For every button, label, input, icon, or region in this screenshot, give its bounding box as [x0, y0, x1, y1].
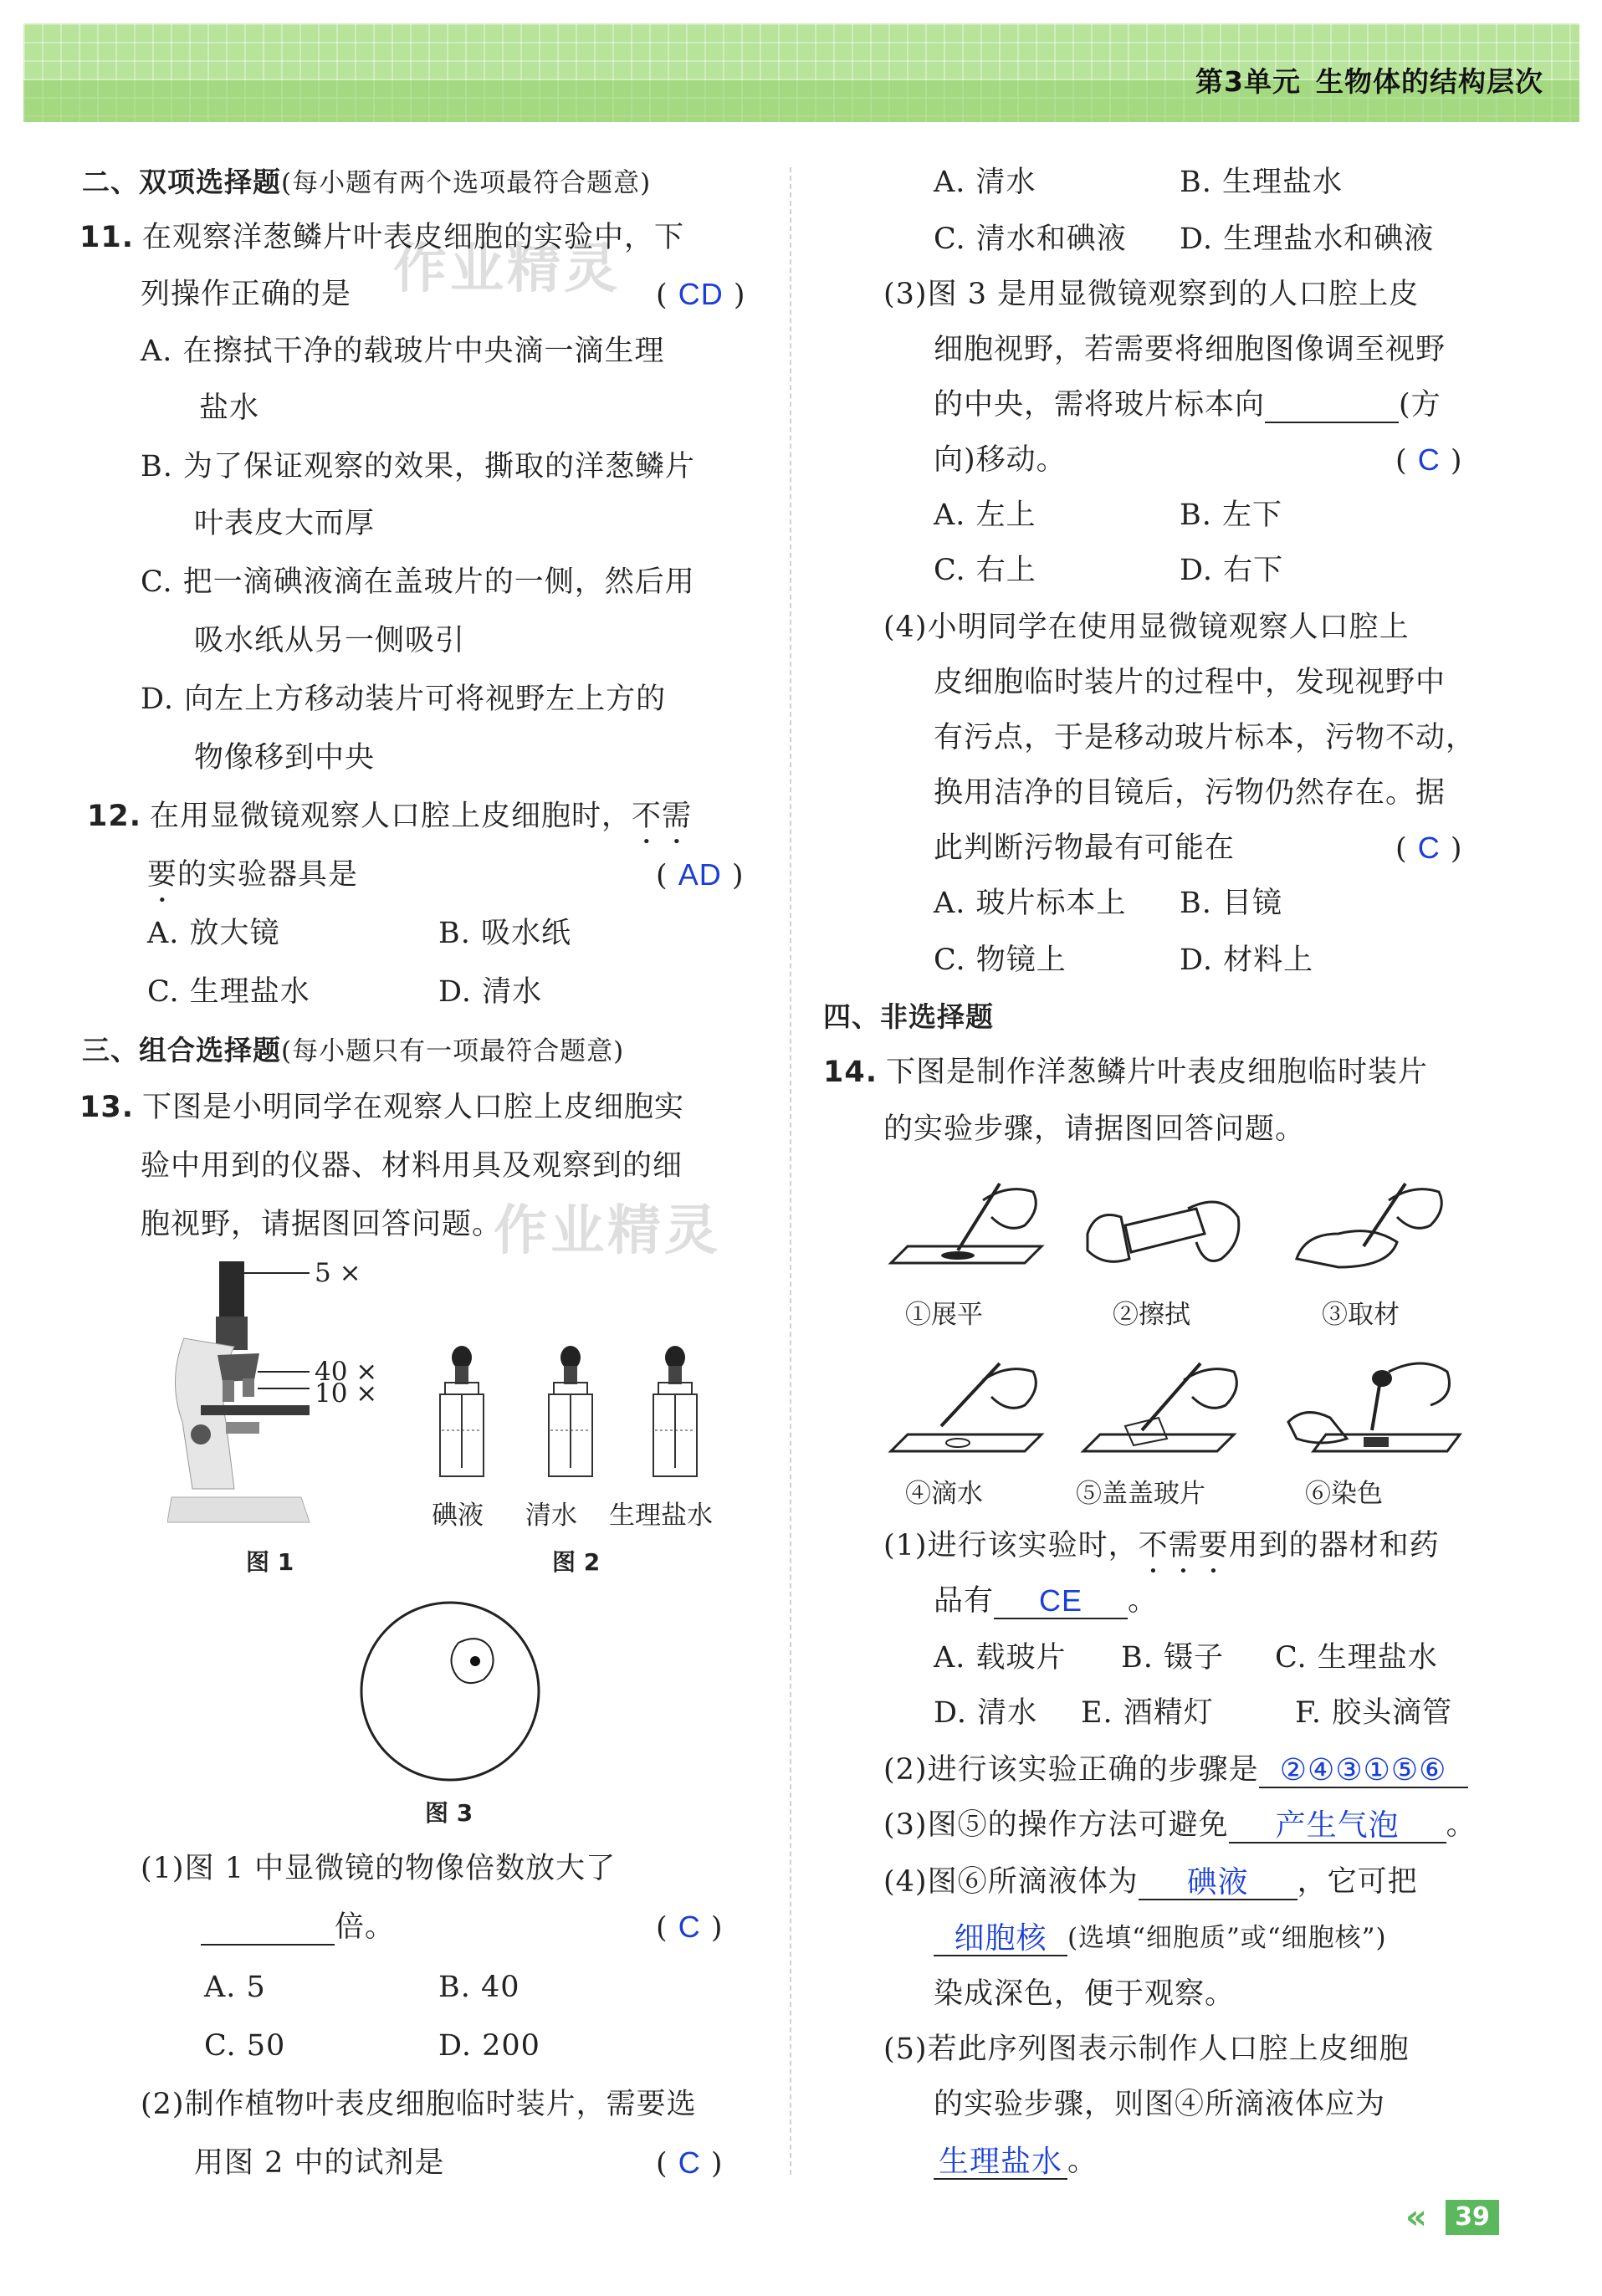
bottle-label-saline: 生理盐水 [609, 1501, 713, 1531]
step-4-illustration [883, 1347, 1050, 1464]
section-2-heading [82, 164, 651, 202]
q14-p1-option-e: E. 酒精灯 [1081, 1696, 1214, 1730]
q13-p3-answer: ( C ) [1395, 442, 1463, 478]
q13-p4-option-c: C. 物镜上 [934, 943, 1067, 977]
section-3-note: (每小题只有一项最符合题意) [281, 1036, 625, 1066]
q11-option-b-line1: B. 为了保证观察的效果，撕取的洋葱鳞片 [141, 450, 695, 483]
q13-p4-answer: ( C ) [1395, 831, 1463, 866]
q13-p1-line2 [201, 1909, 395, 1946]
q13-p1-option-c: C. 50 [204, 2029, 286, 2063]
column-divider [790, 167, 791, 2175]
step-3-label: ③取材 [1322, 1300, 1400, 1330]
section-2-note: (每小题有两个选项最符合题意) [281, 168, 652, 198]
q14-p1-emphasis: 不需要 [1138, 1529, 1229, 1562]
q11-option-a-line1: A. 在擦拭干净的载玻片中央滴一滴生理 [141, 335, 665, 368]
q11-option-d-line1: D. 向左上方移动装片可将视野左上方的 [141, 683, 667, 716]
section-2-title: 二、双项选择题 [82, 166, 281, 198]
q14-p4-answer-2[interactable]: 细胞核 [934, 1920, 1067, 1956]
q13-p3-line4: 向)移动。 [934, 443, 1067, 477]
bottle-saline [653, 1346, 697, 1476]
q13-p4-line5: 此判断污物最有可能在 [934, 831, 1236, 865]
q13-p2-answer: ( C ) [656, 2145, 724, 2181]
watermark-2: 作业精灵 [494, 1200, 721, 1262]
bottle-iodine [440, 1346, 484, 1476]
q11-option-c-line2: 吸水纸从另一侧吸引 [194, 624, 466, 657]
cell-nucleus [470, 1656, 480, 1666]
step-1-label: ①展平 [905, 1300, 983, 1330]
q11-option-a-line2: 盐水 [199, 391, 260, 425]
q13-stem-line3: 胞视野，请据图回答问题。 [141, 1208, 503, 1241]
q12-option-d: D. 清水 [438, 975, 543, 1009]
q13-p4-line3: 有污点，于是移动玻片标本，污物不动， [934, 721, 1477, 754]
q13-p2-answer-value: C [678, 2145, 701, 2180]
step-3-illustration [1288, 1167, 1456, 1284]
q11-answer-value: CD [678, 277, 724, 311]
q14-p5-answer[interactable]: 生理盐水 [934, 2143, 1067, 2180]
q12-emphasis-not-need: 不需 [632, 800, 693, 833]
q13-p3-line1: (3)图 3 是用显微镜观察到的人口腔上皮 [883, 278, 1420, 311]
q13-p4-line1: (4)小明同学在使用显微镜观察人口腔上 [883, 611, 1410, 644]
q13-stem1: 下图是小明同学在观察人口腔上皮细胞实 [142, 1091, 685, 1124]
q12-answer: ( AD ) [656, 857, 745, 892]
q13-p2-option-a: A. 清水 [934, 166, 1036, 199]
q13-p1-suffix: 倍。 [335, 1910, 396, 1944]
q11-option-d-line2: 物像移到中央 [194, 741, 376, 775]
step-6-illustration [1280, 1347, 1464, 1464]
q11-number: 11. [79, 221, 135, 254]
step-2-illustration [1079, 1175, 1246, 1284]
q13-p1-answer: ( C ) [656, 1910, 724, 1945]
q13-p2-option-c: C. 清水和碘液 [934, 222, 1127, 256]
q13-p3-line2: 细胞视野，若需要将细胞图像调至视野 [934, 333, 1446, 366]
unit-heading: 生物体的结构层次 [1316, 65, 1543, 98]
q14-p1-option-a: A. 载玻片 [934, 1641, 1067, 1675]
focus-knob [191, 1424, 211, 1445]
step-4-label: ④滴水 [905, 1479, 983, 1509]
q14-p1-option-b: B. 镊子 [1121, 1641, 1224, 1675]
step-6-label: ⑥染色 [1305, 1479, 1383, 1509]
q14-p3-line [883, 1807, 1477, 1843]
section-4-heading: 四、非选择题 [823, 1000, 994, 1033]
q14-stem-line1 [823, 1054, 1428, 1091]
q11-answer: ( CD ) [656, 277, 746, 312]
q13-p1-blank[interactable] [201, 1909, 335, 1946]
objective10-label: 10 × [315, 1378, 378, 1409]
q13-p4-answer-value: C [1417, 831, 1441, 865]
q13-p2-line2: 用图 2 中的试剂是 [194, 2146, 445, 2180]
microscope-stage [201, 1405, 310, 1415]
page-number: 39 [1446, 2200, 1499, 2235]
q13-p3-text: 的中央，需将玻片标本向 [934, 388, 1266, 422]
q14-p4-line2 [934, 1919, 1387, 1956]
q12-stem-line2 [147, 857, 358, 909]
q12-option-a: A. 放大镜 [147, 917, 280, 950]
q13-p3-option-a: A. 左上 [934, 499, 1036, 532]
q14-p1-option-d: D. 清水 [934, 1696, 1038, 1730]
bottle-water [549, 1346, 592, 1476]
step-5-label: ⑤盖盖玻片 [1076, 1479, 1205, 1509]
objective-lens-1 [223, 1380, 234, 1402]
bottle-label-iodine: 碘液 [432, 1501, 484, 1531]
q12-emphasis-need: 要 [147, 858, 178, 892]
q14-p4-text-b: ，它可把 [1297, 1865, 1418, 1899]
q14-p3-answer[interactable]: 产生气泡 [1229, 1807, 1446, 1843]
q13-p3-answer-value: C [1417, 442, 1441, 477]
q13-p3-option-d: D. 右下 [1180, 554, 1284, 587]
q13-number: 13. [79, 1091, 135, 1124]
q14-p5-line1: (5)若此序列图表示制作人口腔上皮细胞 [883, 2033, 1410, 2066]
q13-stem-line1 [79, 1089, 684, 1126]
q11-stem-line2: 列操作正确的是 [141, 278, 352, 311]
q13-p3-paren: (方 [1399, 388, 1441, 422]
q14-number: 14. [823, 1056, 878, 1089]
q13-p3-line3 [934, 386, 1441, 423]
q11-stem-line1 [79, 219, 684, 256]
q14-p4-hint: (选填“细胞质”或“细胞核”) [1067, 1923, 1387, 1953]
q14-p4-line1 [883, 1864, 1418, 1900]
q14-p1-option-f: F. 胶头滴管 [1295, 1696, 1453, 1730]
microscope-nosepiece [218, 1353, 259, 1382]
section-3-heading [82, 1032, 624, 1070]
microscope-eyepiece [219, 1261, 244, 1320]
q14-stem1: 下图是制作洋葱鳞片叶表皮细胞临时装片 [886, 1056, 1429, 1089]
unit-label: 第3单元 [1195, 65, 1301, 98]
q14-p1-text-d: 品有 [934, 1584, 995, 1618]
figure-2-caption: 图 2 [552, 1548, 601, 1576]
q14-p4-answer-1[interactable]: 碘液 [1139, 1864, 1297, 1900]
q13-p2-option-d: D. 生理盐水和碘液 [1180, 222, 1435, 256]
q12-number: 12. [87, 800, 142, 833]
q14-stem-line2: 的实验步骤，请据图回答问题。 [883, 1112, 1306, 1146]
q13-p3-option-b: B. 左下 [1180, 499, 1282, 532]
q14-p1-period: 。 [1128, 1584, 1159, 1618]
page-arrow-icon: « [1405, 2198, 1427, 2237]
q13-p1-option-d: D. 200 [438, 2029, 540, 2063]
watermark-1: 作业精灵 [393, 238, 621, 300]
q13-p1-line1: (1)图 1 中显微镜的物像倍数放大了 [141, 1852, 617, 1885]
q13-p2-line1: (2)制作植物叶表皮细胞临时装片，需要选 [141, 2088, 697, 2121]
step-2-label: ②擦拭 [1113, 1300, 1190, 1330]
objective40-label: 40 × [315, 1357, 378, 1387]
q14-p2-text: (2)进行该实验正确的步骤是 [883, 1753, 1259, 1787]
q12-stem1a: 在用显微镜观察人口腔上皮细胞时， [150, 800, 632, 833]
q14-p5-period: 。 [1067, 2145, 1098, 2178]
figure-1-caption: 图 1 [246, 1548, 294, 1576]
q14-p3-period: 。 [1446, 1808, 1477, 1842]
q14-p2-line [883, 1751, 1468, 1788]
q12-option-b: B. 吸水纸 [438, 917, 571, 950]
q14-p1-answer[interactable]: CE [994, 1583, 1128, 1619]
q14-p1-line2 [934, 1583, 1158, 1619]
section-3-title: 三、组合选择题 [82, 1034, 281, 1066]
q13-p4-option-a: A. 玻片标本上 [934, 887, 1127, 920]
bottle-label-water: 清水 [525, 1501, 577, 1531]
step-5-illustration [1075, 1347, 1251, 1464]
q13-p4-line4: 换用洁净的目镜后，污物仍然存在。据 [934, 776, 1446, 810]
q11-option-c-line1: C. 把一滴碘液滴在盖玻片的一侧，然后用 [141, 565, 695, 599]
figure-3-caption: 图 3 [425, 1799, 473, 1827]
q13-p3-option-c: C. 右上 [934, 554, 1036, 587]
q14-p5-line3 [934, 2143, 1098, 2180]
eyepiece-label: 5 × [315, 1258, 361, 1288]
q13-p4-line2: 皮细胞临时装片的过程中，发现视野中 [934, 666, 1446, 699]
q14-p1-text-a: (1)进行该实验时， [883, 1529, 1139, 1562]
microscope-base [167, 1497, 310, 1522]
q14-p4-line3: 染成深色，便于观察。 [934, 1977, 1236, 2011]
field-of-view-figure [358, 1599, 542, 1783]
unit-title [1195, 60, 1543, 100]
q13-p3-blank[interactable] [1265, 386, 1399, 423]
q13-p1-option-b: B. 40 [438, 1971, 520, 2004]
q14-p3-text: (3)图⑤的操作方法可避免 [883, 1808, 1229, 1842]
q12-option-c: C. 生理盐水 [147, 975, 310, 1009]
q13-stem-line2: 验中用到的仪器、材料用具及观察到的细 [141, 1149, 683, 1183]
q13-p1-option-a: A. 5 [204, 1971, 266, 2004]
q14-p1-line1 [883, 1527, 1440, 1580]
q14-p4-text-a: (4)图⑥所滴液体为 [883, 1865, 1139, 1899]
q13-p4-option-d: D. 材料上 [1180, 943, 1314, 977]
q12-answer-value: AD [678, 857, 722, 892]
q14-p5-line2: 的实验步骤，则图④所滴液体应为 [934, 2088, 1386, 2121]
step-1-illustration [883, 1167, 1050, 1284]
microscope-mirror [226, 1422, 259, 1434]
q14-p2-answer[interactable]: ②④③①⑤⑥ [1259, 1751, 1468, 1788]
q12-stem2b: 的实验器具是 [177, 858, 359, 892]
q11-stem1: 在观察洋葱鳞片叶表皮细胞的实验中，下 [142, 221, 685, 254]
objective-lens-2 [243, 1378, 254, 1397]
q13-p4-option-b: B. 目镜 [1180, 887, 1282, 920]
field-of-view-circle [361, 1603, 539, 1780]
q14-p1-option-c: C. 生理盐水 [1275, 1641, 1438, 1675]
q11-option-b-line2: 叶表皮大而厚 [194, 507, 376, 540]
q13-p2-option-b: B. 生理盐水 [1180, 166, 1343, 199]
reagent-bottles-figure [428, 1342, 746, 1485]
q13-p1-answer-value: C [678, 1910, 701, 1944]
q12-stem-line1 [87, 798, 692, 851]
q14-p1-text-c: 用到的器材和药 [1228, 1529, 1440, 1562]
